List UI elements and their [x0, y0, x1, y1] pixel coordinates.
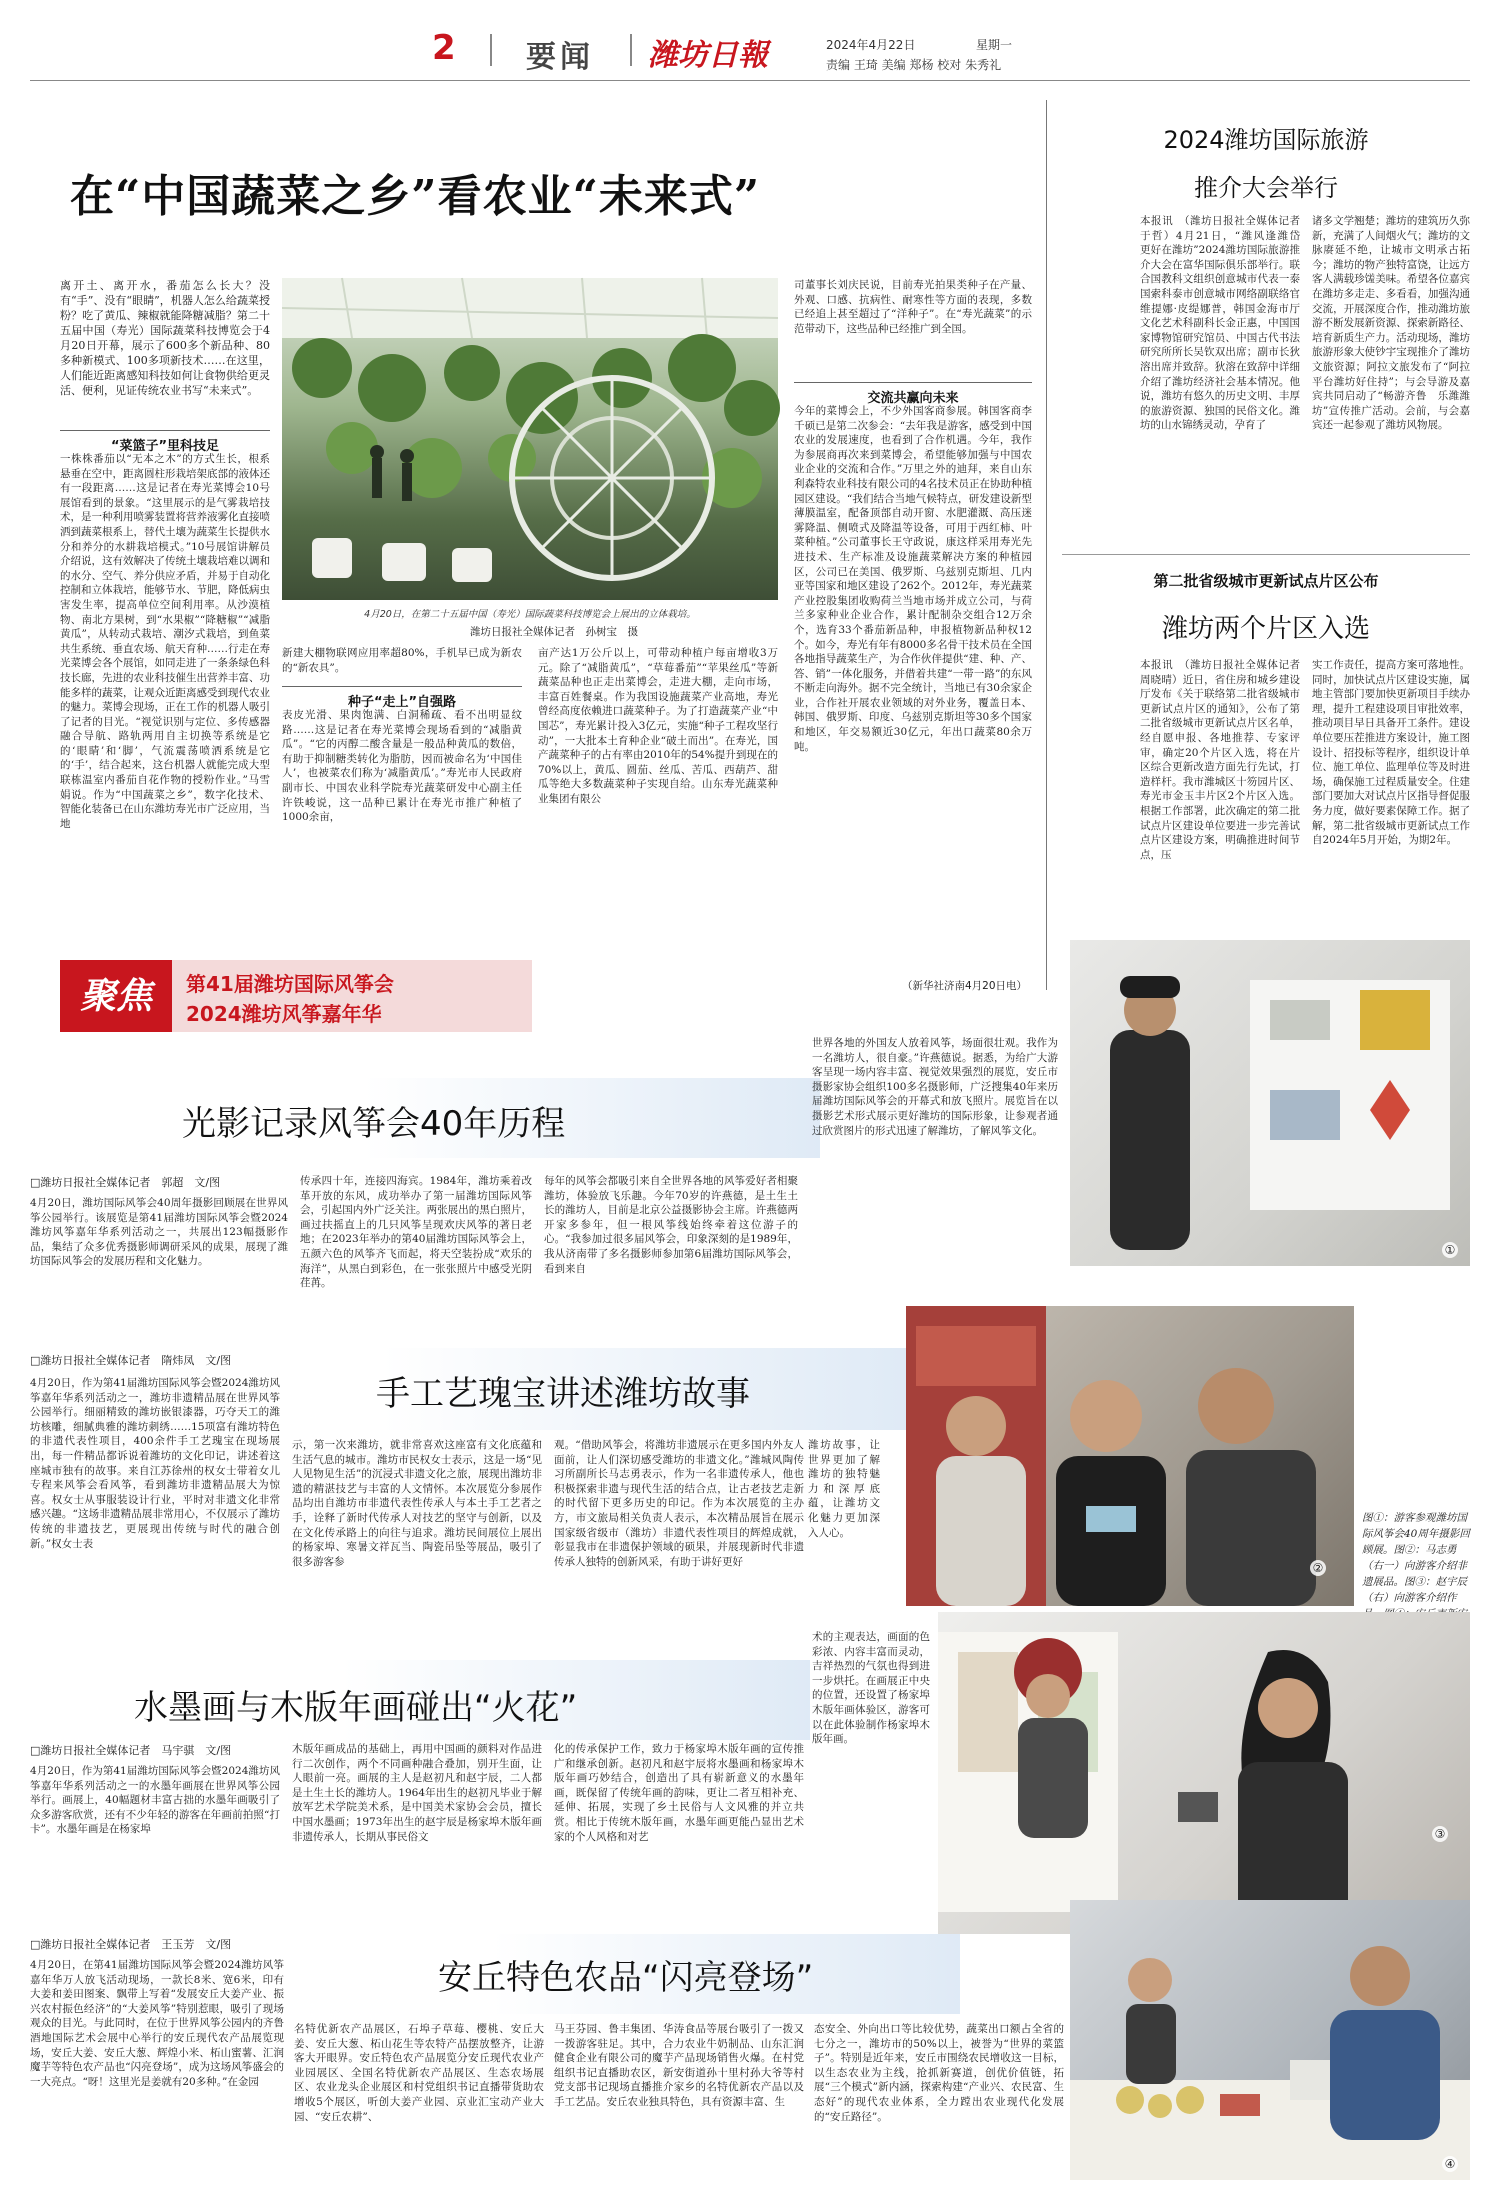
section-name: 要闻	[526, 40, 594, 75]
masthead-divider-2	[630, 34, 632, 66]
renewal-kicker: 第二批省级城市更新试点片区公布	[1153, 572, 1379, 590]
tourism-title-2: 推介大会举行	[1194, 174, 1338, 202]
feature-3-column-1: 4月20日，作为第41届潍坊国际风筝会暨2024潍坊风筝嘉年华系列活动之一的水墨年画展在世界风筝公园举行。画展上，40幅题材丰富古拙的水墨年画吸引了众多游客欣赏，还有不少年轻的游客在年画前拍照“打卡”。水墨年画是在杨家埠	[30, 1765, 280, 1836]
lead-photo-caption: 4月20日，在第二十五届中国（寿光）国际蔬菜科技博览会上展出的立体栽培。	[364, 609, 696, 620]
lead-photo-illustration	[282, 278, 778, 600]
feature-3-column-2: 木版年画成品的基础上，再用中国画的颜料对作品进行二次创作，两个不同画种融合叠加，别开生面，让人眼前一亮。画展的主人是赵初凡和赵宇辰，二人都是土生土长的潍坊人。1964年出生的赵初凡毕业于解放军艺术学院美术系，是中国美术家协会会员，擅长中国水墨画；1973年出生的赵宇辰是杨家埠木版年画非遗传承人，长期从事民俗文	[292, 1743, 542, 1843]
lead-column-3a: 新建大棚物联网应用率超80%，手机早已成为新农的“新农具”。	[282, 647, 522, 674]
feature-2-photo	[906, 1306, 1354, 1606]
lead-column-1: 一株株番茄以“无本之木”的方式生长，根系悬垂在空中，距离圆柱形栽培架底部的液体还有一段距离……这是记者在寿光菜博会10号展馆看到的景象。“这里展示的是气雾栽培技术，是一种利用喷雾装置将营养液雾化直接喷洒到蔬菜根系上，替代土壤为蔬菜生长提供水分和养分的水耕栽培模式。”10号展馆讲解员介绍说，这有效解决了传统土壤栽培难以调和的水分、空气、养分供应矛盾，并易于自动化控制和立体栽培，能够节水、节肥，降低病虫害发生率，提高单位空间利用率。从沙漠植物、南北方果树，到“水果椒”“降糖椒”“减脂黄瓜”，从转动式栽培、潮汐式栽培，到鱼菜共生系统、垂直农场、航天育种……行走在寿光菜博会各个展馆，如同走进了一条条绿色科技长廊，先进的农业科技催生出营养丰富、功能多样的蔬菜，让观众近距离感受到现代农业的魅力。菜博会现场，正在工作的机器人吸引了记者的目光。“视觉识别与定位、多传感器融合导航、路轨两用自主切换等系统是它的‘眼睛’和‘脚’，气流震荡喷洒系统是它的‘手’，结合起来，这台机器人就能完成大型联栋温室内番茄自花作物的授粉作业。”马雪娟说。作为“中国蔬菜之乡”，数字化技术、智能化装备已在山东潍坊寿光市广泛应用，当地	[60, 453, 270, 830]
editors-line: 责编 王琦 美编 郑杨 校对 朱秀礼	[826, 58, 1002, 72]
lead-subhead-2: 种子“走上”自强路	[282, 686, 522, 710]
feature-1-column-4: 世界各地的外国友人放着风筝，场面很壮观。我作为一名潍坊人，很自豪。”许燕德说。据悉，为给广大游客呈现一场内容丰富、视觉效果强烈的展览，安丘市摄影家协会组织100多名摄影师，广泛搜集40年来历届潍坊国际风筝会的开幕式和放飞照片。展览旨在以摄影艺术形式展示更好潍坊的国际形象，让参观者通过欣赏图片的形式迅速了解潍坊，了解风筝文化。	[812, 1037, 1058, 1137]
tourism-column-1: 本报讯 （潍坊日报社全媒体记者 于哲）4月21日，“潍风逢潍岱 更好在潍坊”2024潍坊国际旅游推介大会在富华国际俱乐部举行。联合国教科文组织创意城市代表一泰国索科泰市创意城市网络副联络官维提娜·皮缇娜普，韩国金海市厅文化艺术科副科长金正惠，中国国家博物馆研究馆员、中国古代书法研究所所长吴钦双出席；副市长狄溶出席并致辞。狄溶在致辞中详细介绍了潍坊经济社会基本情况。他说，潍坊有悠久的历史文明、丰厚的旅游资源、独国的民俗文化。潍坊的山水锦绣灵动，孕育了	[1140, 215, 1311, 432]
lead-subhead-3: 交流共赢向未来	[794, 382, 1032, 406]
tourism-column-2: 诸多文学翘楚；潍坊的建筑历久弥新，充满了人间烟火气；潍坊的文脉赓延不绝，让城市文明承古拓今；潍坊的物产独特富饶，让远方客人满载珍馐美味。希望各位嘉宾在潍坊多走走、多看看，加强沟通交流，开展深度合作，推动潍坊旅游不断发展新资源、探索新路径、培育新质生产力。活动现场，潍坊旅游形象大使钞宇宝现推介了潍坊文旅资源；阿拉文旅发布了“阿拉平台潍坊好住持”；与会导游及嘉宾共同启动了“畅游齐鲁 乐潍潍坊”宣传推广活动。会前，与会嘉宾还一起参观了潍坊风物展。	[1312, 215, 1470, 432]
feature-4-column-2: 名特优新农产品展区，石埠子草莓、樱桃、安丘大姜、安丘大葱、柘山花生等农特产品摆放整齐，让游客大开眼界。安丘特色农产品展览分安丘现代农业产业园展区、全国名特优新农产品展区、生态农场展区、农业龙头企业展区和村党组织书记直播带货助农增收5个展区，听创大姜产业园、京业汇宝动产业大园、“安丘农耕”、	[294, 2023, 544, 2123]
feature-1-column-2: 传承四十年，连接四海宾。1984年，潍坊乘着改革开放的东风，成功举办了第一届潍坊国际风筝会，引起国内外广泛关注。两张展出的黑白照片，画过扶摇直上的几只风筝呈现欢庆风筝的著日老地；在2023年举办的第40届潍坊国际风筝会上，五颜六色的风筝齐飞而起，将天空装扮成“欢乐的海洋”，从黑白到彩色，在一张张照片中感受光阴荏苒。	[300, 1175, 532, 1290]
renewal-title: 潍坊两个片区入选	[1161, 614, 1370, 644]
feature-4-photo-illustration	[1070, 1900, 1470, 2180]
feature-4-column-1: 4月20日，在第41届潍坊国际风筝会暨2024潍坊风筝嘉年华万人放飞活动现场，一款长8米、宽6米，印有大姜和姜田图案、飘带上写着“发展安丘大姜产业、振兴农村振色经济”的“大姜风筝”特别惹眼，吸引了现场观众的目光。与此同时，在位于世界风筝公园内的齐鲁酒地国际艺术会展中心举行的安丘现代农产品展览现场，安丘大姜、安丘大葱、辉煌小米、柘山蜜薯、汇润魔芋等特色农产品也“闪亮登场”，成为这场风筝盛会的一大亮点。“呀！这里光是姜就有20多种。”在金园	[30, 1959, 284, 2088]
feature-3-byline: □潍坊日报社全媒体记者 马宇骐 文/图	[30, 1744, 232, 1757]
issue-weekday: 星期一	[976, 38, 1013, 52]
lead-column-5b: 今年的菜博会上，不少外国客商参展。韩国客商李千硕已是第二次参会：“去年我是游客，感受到中国农业的发展速度，也看到了合作机遇。今年，我作为参展商再次来到菜博会，希望能够加强与中国农业企业的交流和合作。”万里之外的迪拜，来自山东利森特农业科技有限公司的4名技术员正在协助种植园区建设。“我们结合当地气候特点，研发建设新型薄膜温室，配备顶部自动开窗、水肥灌溉、高压迷雾降温、侧喷式及降温等设备，可用于西红柿、叶菜种植。”公司董事长王守政说，康这样采用寿光先进技术、生产标准及设施蔬菜解决方案的种植园区，公司已在美国、俄罗斯、乌兹别克斯坦、几内亚等国家和地区建设了262个。2012年，寿光蔬菜产业控股集团收购荷兰当地市场并成立公司，与荷兰多家种业企业合作，累计配制杂交组合12万余个，选育33个番茄新品种，申报植物新品种权12个。如今，寿光有年有8000多名骨干技术员在全国各地指导蔬菜生产，为合作伙伴提供“建、种、产、答、销”一体化服务，并借着共建“一带一路”的东风不断走向海外。据不完全统计，当地已有30余家企业，合作社开展农业领域的对外业务，覆盖日本、韩国、俄罗斯、印度、乌兹别克斯坦等30多个国家和地区，年交易额近30亿元，年出口蔬菜80余万吨。	[794, 405, 1032, 753]
feature-2-column-2: 示，第一次来潍坊，就非常喜欢这座富有文化底蕴和生活气息的城市。潍坊市民权女士表示，这是一场“见人见物见生活”的沉浸式非遗文化之旅，展现出潍坊非遗的精湛技艺与丰富的人文情怀。本次展览分参展作品均出自潍坊市非遗代表性传承人与本土手工艺者之手，诠释了新时代传承人对技艺的坚守与创新，以及在文化传承路上的向往与追求。潍坊民间展位上展出的杨家埠、寒暑文祥瓦当、陶瓷吊坠等展品，吸引了很多游客参	[292, 1439, 542, 1568]
lead-column-3b: 表皮光滑、果肉饱满、白洞稀疏、看不出明显纹路……这是记者在寿光菜博会现场看到的“减脂黄瓜”。“它的丙醇二酸含量是一般品种黄瓜的数倍，有助于抑制糖类转化为脂肪，因而被命名为‘中国佳人’，也被菜农们称为‘减脂黄瓜’。”寿光市人民政府副市长、中国农业科学院寿光蔬菜研发中心副主任许铁峻说，这一品种已累计在寿光市推广种植了1000余亩，	[282, 709, 522, 824]
lead-right-divider	[1046, 100, 1047, 990]
issue-date: 2024年4月22日	[826, 38, 916, 52]
banner-line-2: 2024潍坊风筝嘉年华	[186, 1002, 382, 1026]
tourism-title-1: 2024潍坊国际旅游	[1163, 126, 1369, 154]
photo-number-4: ④	[1442, 2156, 1458, 2172]
renewal-column-2: 实工作责任，提高方案可落地性。同时，加快试点片区建设实施，属地主管部门要加快更新项目手续办理，提升工程建设项目审批效率，推动项目早日具备开工条件。建设单位要压茬推进方案设计，施工图设计、招投标等程序，组织设计单位、施工单位、监理单位等及时进场，确保施工过程质量安全。住建部门要加大对试点片区指导督促服务力度，做好要素保障工作。据了解，第二批省级城市更新试点工作自2024年5月开始，为期2年。	[1312, 659, 1470, 847]
lead-intro: 离开土、离开水，番茄怎么长大？没有“手”、没有“眼睛”，机器人怎么给蔬菜授粉？吃了黄瓜、辣椒就能降糖减脂？第二十五届中国（寿光）国际蔬菜科技博览会于4月20日开幕，展示了600多个新品种、80多种新模式、100多项新技术……在这里，人们能近距离感知科技如何让食物供给更灵活、便利，见证传统农业书写“未来式”。	[60, 279, 270, 397]
right-stories-rule	[1062, 554, 1470, 555]
feature-3-column-4: 术的主观表达，画面的色彩浓、内容丰富而灵动，吉祥热烈的气氛也得到进一步烘托。在画展正中央的位置，还设置了杨家埠木版年画体验区，游客可以在此体验制作杨家埠木版年画。	[812, 1631, 930, 1746]
feature-4-byline: □潍坊日报社全媒体记者 王玉芳 文/图	[30, 1938, 232, 1951]
banner-line-1: 第41届潍坊国际风筝会	[186, 972, 394, 996]
photo-number-2: ②	[1310, 1560, 1326, 1576]
page-number: 2	[432, 28, 456, 68]
photo-captions-side: 图①：游客参观潍坊国际风筝会40周年摄影回顾展。图②：马志勇（右一）向游客介绍非遗展品。图③：赵宇辰（右）向游客介绍作	[1362, 1512, 1470, 1604]
lead-column-5a: 司董事长刘庆民说，目前寿光拍果类种子在产量、外观、口感、抗病性、耐寒性等方面的表现，多数已经追上甚至超过了“洋种子”。在“寿光蔬菜”的示范带动下，这些品种已经推广到全国。	[794, 279, 1032, 335]
feature-2-byline: □潍坊日报社全媒体记者 隋炜凤 文/图	[30, 1354, 232, 1367]
lead-photo-credit: 潍坊日报社全媒体记者 孙树宝 摄	[470, 626, 638, 638]
feature-2-column-3: 观。“借助风筝会，将潍坊非遗展示在更多国内外友人面前，让人们深切感受潍坊的非遗文化。”潍城风陶传习所副所长马志勇表示，作为一名非遗传承人，他也积极探索非遗与现代生活的结合点，让古老技艺走新的时代留下更多历史的印记。作为本次展览的主办方，市文旅局相关负责人表示，本次精品展旨在展示国家级省级市（潍坊）非遗代表性项目的辉煌成就，彰显我市在非遗保护领域的硕果，并展现新时代非遗传承人独特的创新风采，有助于讲好更好	[554, 1439, 804, 1568]
photo-number-1: ①	[1442, 1242, 1458, 1258]
feature-1-byline: □潍坊日报社全媒体记者 郭超 文/图	[30, 1176, 221, 1189]
renewal-column-1: 本报讯 （潍坊日报社全媒体记者 周晓晴）近日，省住房和城乡建设厅发布《关于联络第二批省级城市更新试点片区的通知》，公布了第二批省级城市更新试点片区名单，经自愿申报、各地推荐、专家评审，确定20个片区入选，将在片区综合更新改造方面先行先试，打造样杆。我市潍城区十笏园片区、寿光市金玉丰片区2个片区入选。根据工作部署，此次确定的第二批试点片区建设单位要进一步完善试点片区建设方案，明确推进时间节点，压	[1140, 659, 1311, 861]
feature-2-photo-illustration	[906, 1306, 1354, 1606]
feature-3-photo	[938, 1612, 1470, 1934]
banner-focus-label: 聚焦	[60, 960, 172, 1032]
feature-1-column-3: 每年的风筝会都吸引来自全世界各地的风筝爱好者相聚潍坊，体验放飞乐趣。今年70岁的许燕德，是土生土长的潍坊人，目前是北京公益摄影协会主席。许燕德两开家多参年，但一根风筝线始终牵着这位游子的心。“我参加过很多届风筝会，印象深刻的是1989年，我从济南带了多名摄影师参加第6届潍坊国际风筝会，看到来自	[544, 1175, 798, 1275]
feature-4-photo	[1070, 1900, 1470, 2180]
feature-2-column-1: 4月20日，作为第41届潍坊国际风筝会暨2024潍坊风筝嘉年华系列活动之一，潍坊非遗精品展在世界风筝公园举行。细丽精致的潍坊嵌银漆器，巧夺天工的潍坊核雕，细腻典雅的潍坊刺绣……15项富有潍坊特色的非遗代表性项目，400余件手工艺瑰宝在现场展出，每一件精品都诉说着潍坊的文化印记，讲述着这座城市独有的故事。来自江苏徐州的权女士带着女儿专程来风筝会看风筝，看到潍坊非遗精品展大为惊喜。权女士从事服装设计行业，平时对非遗文化非常感兴趣。“这场非遗精品展非常用心，不仅展示了潍坊传统的非遗技艺，更展现出传统与时代的融合创新。”权女士表	[30, 1377, 280, 1550]
feature-3-photo-illustration	[938, 1612, 1470, 1934]
feature-4-column-3: 马王芬园、鲁丰集团、华涛食品等展台吸引了一拨又一拨游客驻足。其中，合力农业牛奶制品、山东汇润健食企业有限公司的魔芋产品现场销售火爆。在村党组织书记直播助农区，新安街道孙十里村孙大爷等村党支部书记现场直播推介家乡的名特优新农产品以及手工艺品。安丘农业独具特色，具有资源丰富、生	[554, 2023, 804, 2108]
feature-1-photo	[1070, 940, 1470, 1266]
feature-3-column-3: 化的传承保护工作，致力于杨家埠木版年画的宣传推广和继承创新。赵初凡和赵宇辰将水墨画和杨家埠木版年画巧妙结合，创造出了具有崭新意义的水墨年画，既保留了传统年画的韵味，更让二者互相补充、延伸、拓展，实现了乡土民俗与人文风雅的并立共赏。相比于传统木版年画，水墨年画更能凸显出艺术家的个人风格和对艺	[554, 1743, 804, 1843]
feature-1-column-1: 4月20日，潍坊国际风筝会40周年摄影回顾展在世界风筝公园举行。该展览是第41届潍坊国际风筝会暨2024潍坊风筝嘉年华系列活动之一，共展出123幅摄影作品，集结了众多优秀摄影师调研采风的成果，展现了潍坊国际风筝会的发展历程和文化魅力。	[30, 1197, 288, 1268]
lead-photo	[282, 278, 778, 600]
feature-1-photo-illustration	[1070, 940, 1470, 1266]
paper-logo: 潍坊日報	[648, 38, 768, 73]
kite-banner	[60, 960, 860, 1032]
feature-2-title: 手工艺瑰宝讲述潍坊故事	[376, 1374, 750, 1414]
lead-subhead-1: “菜篮子”里科技足	[60, 430, 270, 454]
feature-4-title: 安丘特色农品“闪亮登场”	[438, 1958, 814, 1998]
feature-2-column-4: 潍坊故事，让世界更加了解潍坊的独特魅力和深厚底蕴，让潍坊文化魅力更加深入人心。	[808, 1439, 880, 1539]
lead-headline: 在“中国蔬菜之乡”看农业“未来式”	[70, 171, 761, 222]
feature-3-title: 水墨画与木版年画碰出“火花”	[134, 1688, 578, 1728]
masthead	[0, 0, 1500, 80]
lead-column-4: 亩产达1万公斤以上，可带动种植户每亩增收3万元。除了“减脂黄瓜”，“草莓番茄”“苹果丝瓜”等新蔬菜品种也正走出菜博会，走进大棚，走向市场，丰富百姓餐桌。作为我国设施蔬菜产业高地，寿光曾经高度依赖进口蔬菜种子。为了打造蔬菜产业“中国芯”，寿光累计投入3亿元，实施“种子工程攻坚行动”，一大批本土育种企业“破土而出”。在寿光，国产蔬菜种子的占有率由2010年的54%提升到现在的70%以上，黄瓜、圆茄、丝瓜、苦瓜、西葫芦、甜瓜等绝大多数蔬菜种子实现自给。山东寿光蔬菜种业集团有限公	[538, 647, 778, 805]
feature-1-title: 光影记录风筝会40年历程	[182, 1104, 566, 1144]
lead-source: （新华社济南4月20日电）	[902, 980, 1028, 992]
masthead-divider-1	[490, 34, 492, 66]
masthead-rule	[30, 80, 1470, 81]
feature-4-column-4: 态安全、外向出口等比较优势，蔬菜出口额占全省的七分之一，潍坊市的50%以上，被誉为“世界的菜篮子”。特别是近年来，安丘市围绕农民增收这一目标，以生态农业为主线，抢抓新赛道，创优价值链，拓展“三个模式”新内涵，探索构建“产业兴、农民富、生态好”的现代农业体系，全力蹚出农业现代化发展的“安丘路径”。	[814, 2023, 1064, 2123]
photo-number-3: ③	[1432, 1826, 1448, 1842]
